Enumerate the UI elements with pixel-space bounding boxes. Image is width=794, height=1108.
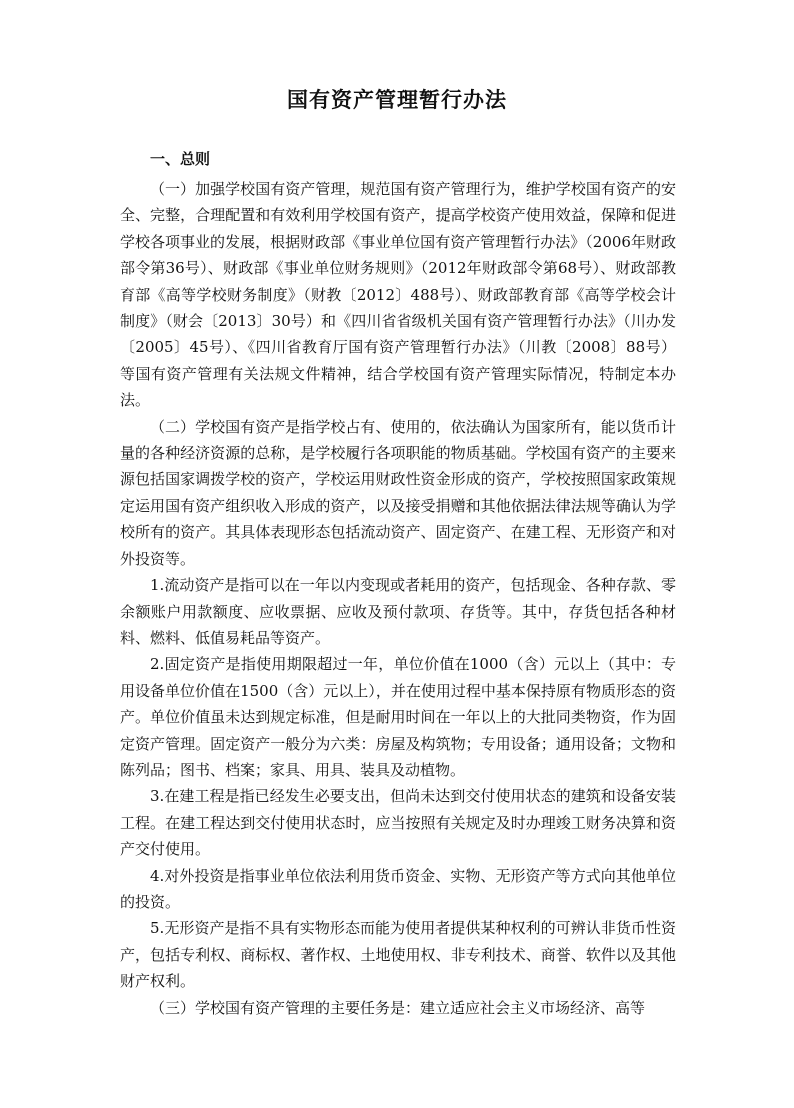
document-title: 国有资产管理暂行办法	[287, 88, 507, 112]
paragraph-fixed-assets: 2.固定资产是指使用期限超过一年，单位价值在1000（含）元以上（其中：专用设备单位价值在1500（含）元以上），并在使用过程中基本保持原有物质形态的资产。单位价值虽未达到规定标准，但是耐用时间在一年以上的大批同类物资，作为固定资产管理。固定资产一般分为六类：房屋及构筑物；专用设备；通用设备；文物和陈列品；图书、档案；家具、用具、装具及动植物。	[120, 655, 676, 779]
paragraph-1: （一）加强学校国有资产管理，规范国有资产管理行为，维护学校国有资产的安全、完整，合理配置和有效利用学校国有资产，提高学校资产使用效益，保障和促进学校各项事业的发展，根据财政部《事业单位国有资产管理暂行办法》（2006年财政部令第36号）、财政部《事业单位财务规则》（2012年财政部令第68号）、财政部教育部《高等学校财务制度》（财教〔2012〕488号）、财政部教育部《高等学校会计制度》（财会〔2013〕30号）和《四川省省级机关国有资产管理暂行办法》（川办发〔2005〕45号）、《四川省教育厅国有资产管理暂行办法》（川教〔2008〕88号）等国有资产管理有关法规文件精神，结合学校国有资产管理实际情况，特制定本办法。	[120, 180, 676, 410]
paragraph-intangible: 5.无形资产是指不具有实物形态而能为使用者提供某种权利的可辨认非货币性资产，包括专利权、商标权、著作权、土地使用权、非专利技术、商誉、软件以及其他财产权利。	[120, 919, 676, 991]
document-body	[120, 176, 676, 1021]
paragraph-investment: 4.对外投资是指事业单位依法利用货币资金、实物、无形资产等方式向其他单位的投资。	[120, 866, 676, 911]
section-heading: 一、总则	[150, 150, 211, 168]
paragraph-3: （三）学校国有资产管理的主要任务是：建立适应社会主义市场经济、高等	[150, 998, 646, 1017]
paragraph-2: （二）学校国有资产是指学校占有、使用的，依法确认为国家所有，能以货币计量的各种经济资源的总称，是学校履行各项职能的物质基础。学校国有资产的主要来源包括国家调拨学校的资产，学校运用财政性资金形成的资产，学校按照国家政策规定运用国有资产组织收入形成的资产，以及接受捐赠和其他依据法律法规等确认为学校所有的资产。其具体表现形态包括流动资产、固定资产、在建工程、无形资产和对外投资等。	[120, 417, 676, 568]
paragraph-construction: 3.在建工程是指已经发生必要支出，但尚未达到交付使用状态的建筑和设备安装工程。在建工程达到交付使用状态时，应当按照有关规定及时办理竣工财务决算和资产交付使用。	[120, 787, 676, 859]
paragraph-current-assets: 1.流动资产是指可以在一年以内变现或者耗用的资产，包括现金、各种存款、零余额账户用款额度、应收票据、应收及预付款项、存货等。其中，存货包括各种材料、燃料、低值易耗品等资产。	[120, 576, 676, 647]
